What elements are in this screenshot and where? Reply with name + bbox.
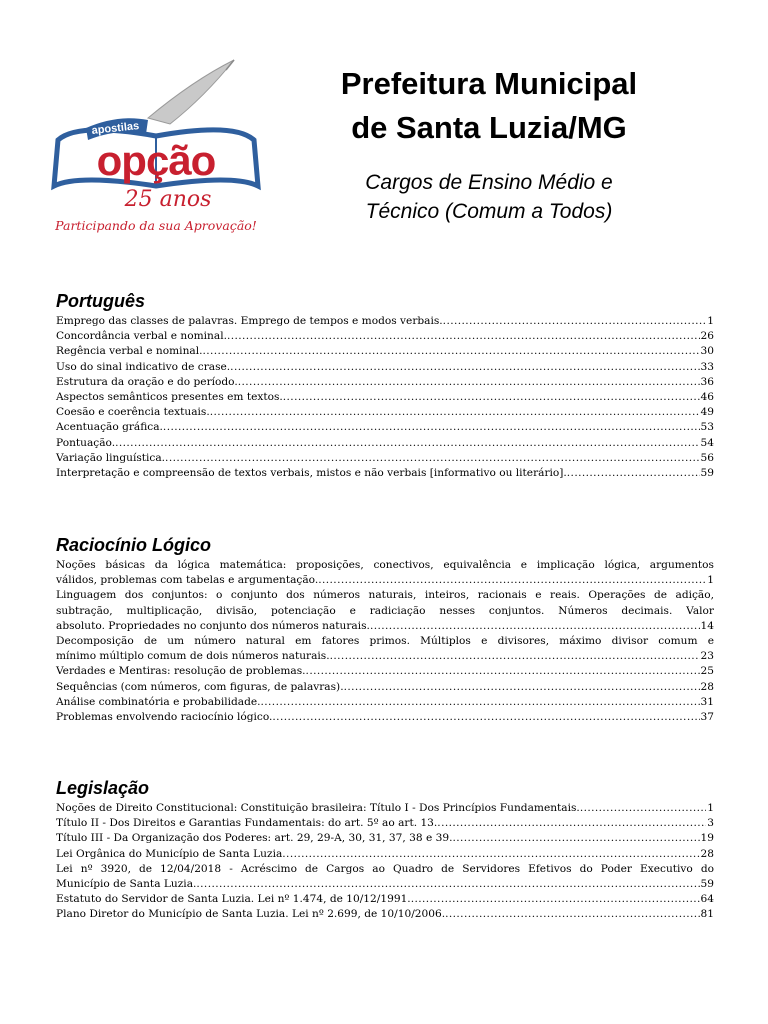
toc-entry-group [56,892,714,907]
toc-entry [56,360,714,375]
toc-entry [56,649,714,664]
toc-entry-page: 81 [700,908,714,921]
toc-leader-dots [437,816,706,831]
toc-entry-page: 28 [700,847,714,860]
toc-leader-dots [445,907,699,922]
toc-leader-dots [330,649,700,664]
toc-entry-group [56,847,714,862]
document-subtitle-line-2: Técnico (Comum a Todos) [365,200,613,223]
toc-leader-dots [306,664,700,679]
toc-entry-text: Lei Orgânica do Município de Santa Luzia [56,847,283,860]
toc-entry-page: 25 [700,665,714,678]
toc-entry-text: Pontuação. [56,436,116,449]
section-title: Legislação [56,778,150,798]
toc-entry-group [56,831,714,846]
toc-entry-text: válidos, problemas com tabelas e argumentação. [56,574,319,587]
toc-entry-text: Aspectos semânticos presentes em textos. [56,391,283,404]
toc-entry-text: Uso do sinal indicativo de crase. [56,360,231,373]
toc-entry-group [56,801,714,816]
toc-entry-group [56,680,714,695]
toc-leader-dots [318,573,706,588]
toc-leader-dots [210,405,700,420]
toc-entry-page: 3 [707,817,714,830]
toc-entry-text: Município de Santa Luzia. [56,878,197,891]
toc-entry-text: Título II - Dos Direitos e Garantias Fundamentais: do art. 5º ao art. 13. [56,817,438,830]
toc-entry-page: 36 [700,375,714,388]
toc-leader-dots [272,710,699,725]
toc-entry-page: 1 [707,802,714,814]
toc-entry-text: Concordância verbal e nominal. [56,330,227,343]
toc-entry-page: 46 [700,391,714,404]
toc-entry [56,466,714,481]
toc-entry [56,420,714,435]
toc-leader-dots [227,329,700,344]
toc-entry-group [56,816,714,831]
toc-entry-page: 33 [700,360,714,373]
logo-anniversary-text: 25 anos [124,187,212,212]
document-title-line-2: de Santa Luzia/MG [351,110,627,145]
toc-leader-dots [202,344,699,359]
toc-entry-group [56,558,714,588]
section-legislacao [56,777,714,923]
section-portugues [56,290,714,481]
toc-leader-dots [344,680,700,695]
toc-leader-dots [230,360,699,375]
document-header [280,62,698,226]
toc-leader-dots [282,847,699,862]
toc-leader-dots [261,695,700,710]
toc-entry-text: Plano Diretor do Município de Santa Luzia. Lei nº 2.699, de 10/10/2006. [56,908,446,921]
toc-entry [56,877,714,892]
toc-list [56,801,714,923]
apostilas-opcao-logo [48,58,268,238]
toc-entry-text: Estatuto do Servidor de Santa Luzia. Lei nº 1.474, de 10/12/1991. [56,893,411,906]
toc-entry [56,801,714,816]
toc-entry-group [56,862,714,892]
toc-leader-dots [238,375,700,390]
toc-entry [56,390,714,405]
toc-entry-page: 19 [700,832,714,845]
toc-list [56,314,714,481]
toc-entry [56,619,714,634]
toc-entry [56,451,714,466]
toc-entry [56,573,714,588]
toc-entry-line: Lei nº 3920, de 12/04/2018 - Acréscimo de Cargos ao Quadro de Servidores Efetivos do Poder Executivo do [56,862,714,875]
toc-entry-group [56,664,714,679]
toc-entry [56,680,714,695]
toc-entry-text: Análise combinatória e probabilidade. [56,695,261,708]
toc-leader-dots [443,314,707,329]
toc-leader-dots [115,436,699,451]
toc-entry [56,329,714,344]
toc-entry-page: 59 [700,878,714,891]
toc-entry-page: 30 [700,345,714,358]
section-title: Raciocínio Lógico [56,535,212,555]
toc-entry-page: 37 [700,711,714,724]
toc-entry-page: 31 [700,695,714,708]
toc-entry [56,436,714,451]
toc-entry-page: 53 [700,421,714,434]
toc-entry-page: 26 [700,330,714,343]
toc-entry [56,375,714,390]
toc-entry-page: 49 [700,406,714,419]
toc-entry-text: Acentuação gráfica. [56,421,163,434]
toc-entry [56,314,714,329]
toc-leader-dots [567,466,700,481]
toc-entry [56,710,714,725]
toc-entry-group [56,634,714,664]
toc-entry-page: 56 [700,451,714,464]
toc-entry-text: Estrutura da oração e do período. [56,375,238,388]
toc-entry-group [56,588,714,634]
toc-leader-dots [452,831,699,846]
toc-entry-page: 59 [700,467,714,480]
toc-list [56,558,714,725]
toc-entry [56,344,714,359]
document-subtitle [280,168,698,226]
toc-leader-dots [163,420,700,435]
toc-entry-text: mínimo múltiplo comum de dois números naturais. [56,650,330,663]
toc-entry-text: Título III - Da Organização dos Poderes: art. 29, 29-A, 30, 31, 37, 38 e 39. [56,832,453,845]
toc-entry-group [56,695,714,710]
toc-entry-page: 28 [700,680,714,693]
toc-entry-text: Problemas envolvendo raciocínio lógico. [56,711,273,724]
toc-entry-text: Coesão e coerência textuais. [56,406,210,419]
toc-entry [56,831,714,846]
toc-entry-page: 14 [700,619,714,632]
section-title: Português [56,291,146,311]
logo-brand-text: opção [96,137,216,184]
toc-entry-line: subtração, multiplicação, divisão, potenciação e radiciação nesses conjuntos. Números decimais. Valor [56,604,714,617]
toc-entry-text: Verdades e Mentiras: resolução de problemas. [56,665,306,678]
toc-entry-page: 1 [707,574,714,587]
toc-leader-dots [411,892,700,907]
toc-entry-page: 23 [700,650,714,663]
toc-entry [56,695,714,710]
toc-entry-page: 64 [700,893,714,906]
toc-entry [56,664,714,679]
toc-entry [56,907,714,922]
section-raciocinio-logico [56,534,714,725]
toc-entry [56,405,714,420]
toc-entry-text: Emprego das classes de palavras. Emprego de tempos e modos verbais. [56,315,443,327]
toc-entry-text: Regência verbal e nominal. [56,345,203,358]
toc-entry-text: Variação linguística. [56,451,166,464]
toc-entry-page: 54 [700,436,714,449]
toc-leader-dots [283,390,700,405]
toc-entry [56,892,714,907]
toc-leader-dots [580,801,706,816]
toc-leader-dots [370,619,700,634]
toc-entry-group [56,710,714,725]
toc-entry [56,847,714,862]
toc-entry-text: Sequências (com números, com figuras, de palavras). [56,680,344,693]
toc-entry-group [56,907,714,922]
toc-entry-text: absoluto. Propriedades no conjunto dos números naturais. [56,619,370,632]
toc-entry-text: Noções de Direito Constitucional: Constituição brasileira: Título I - Dos Princípios Fundamentais. [56,802,580,814]
toc-entry-line: Noções básicas da lógica matemática: proposições, conectivos, equivalência e implicação lógica, argumentos [56,559,714,571]
toc-leader-dots [196,877,699,892]
logo-tagline-text: Participando da sua Aprovação! [55,218,257,233]
toc-entry-text: Interpretação e compreensão de textos verbais, mistos e não verbais [informativo ou literário]. [56,467,567,480]
toc-leader-dots [165,451,699,466]
logo-top-text: apostilas [91,120,140,137]
document-title-line-1: Prefeitura Municipal [340,66,638,101]
toc-entry-page: 1 [707,315,714,327]
document-subtitle-line-1: Cargos de Ensino Médio e [365,171,613,194]
toc-entry [56,816,714,831]
toc-entry-line: Linguagem dos conjuntos: o conjunto dos números naturais, inteiros, racionais e reais. Operações de adição, [56,589,714,602]
toc-entry-line: Decomposição de um número natural em fatores primos. Múltiplos e divisores, máximo divisor comum e [56,635,714,648]
